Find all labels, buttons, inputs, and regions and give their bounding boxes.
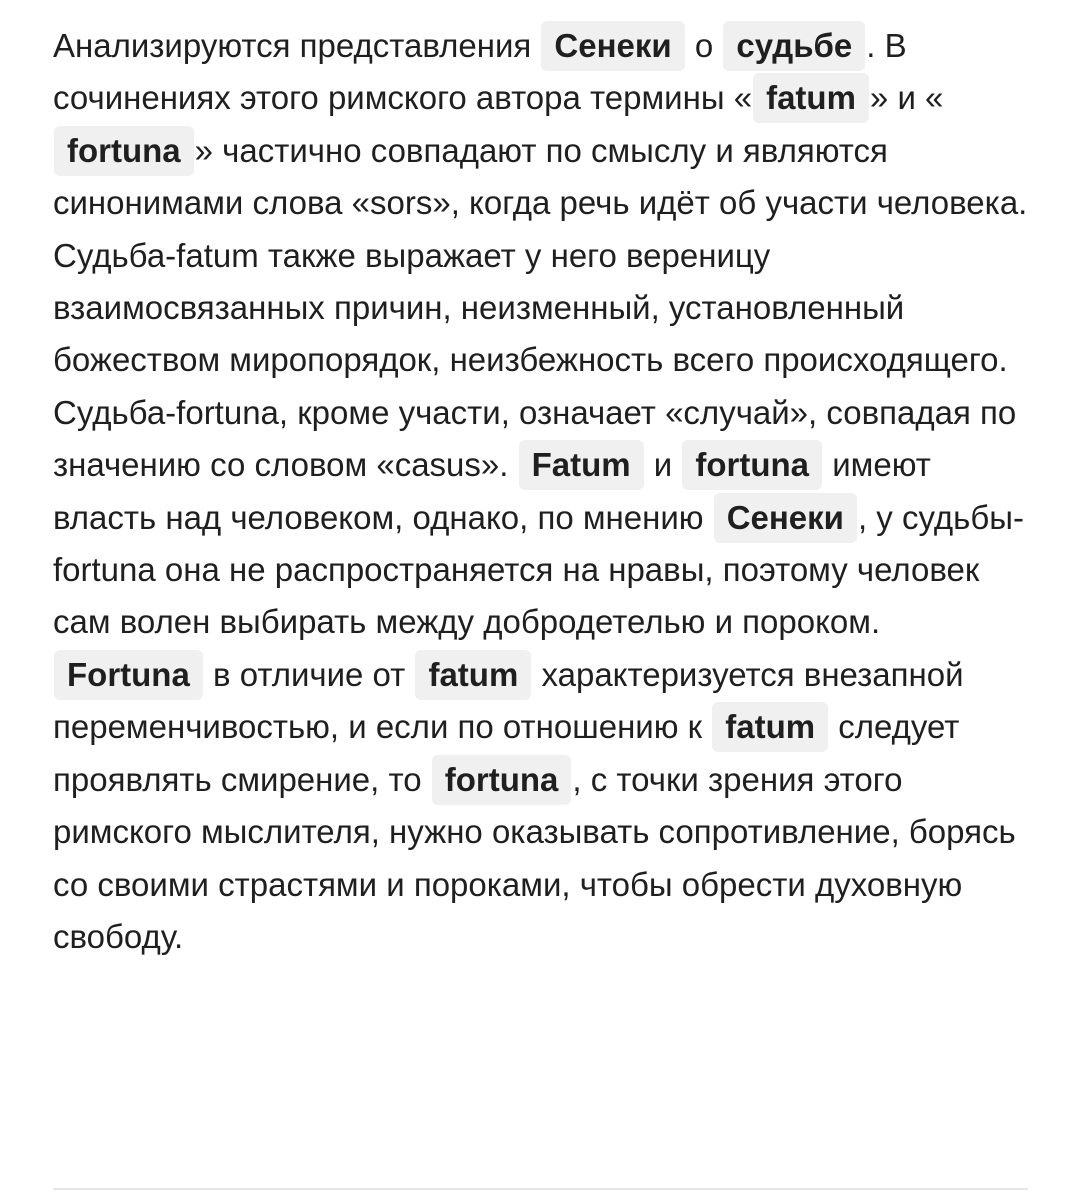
keyword-highlight: Сенеки: [541, 21, 684, 71]
text-segment: . В сочинениях этого римского автора термины «: [53, 27, 907, 117]
article-body: [53, 20, 1038, 963]
keyword-highlight: Сенеки: [714, 493, 857, 543]
text-segment: характеризуется внезапной переменчивостью, и если по отношению к: [53, 655, 964, 746]
keyword-highlight: fortuna: [682, 440, 822, 490]
keyword-highlight: fatum: [712, 702, 828, 752]
text-segment: , у судьбы-fortuna она не распространяется на нравы, поэтому человек сам волен выбирать между добродетелью и пороком.: [53, 498, 1024, 641]
divider: [53, 1188, 1028, 1190]
text-segment: и: [653, 446, 673, 484]
text-segment: » частично совпадают по смыслу и являются синонимами слова «sors», когда речь идёт об участи человека. Судьба-fatum также выражает у него вереницу взаимосвязанных причин, неизменный, установленный божеством миропорядок, неизбежность всего происходящего. Судьба-fortuna, кроме участи, означает «случай», совпадая по значению со словом «casus».: [53, 131, 1028, 484]
keyword-highlight: fortuna: [432, 755, 572, 805]
text-segment: в отличие от: [213, 655, 406, 693]
keyword-highlight: fatum: [753, 73, 869, 123]
text-segment: следует проявлять смирение, то: [53, 708, 960, 798]
article-paragraph: [53, 20, 1038, 963]
text-segment: о: [694, 27, 714, 64]
keyword-highlight: fatum: [415, 650, 531, 700]
keyword-highlight: Fatum: [519, 440, 644, 490]
text-segment: » и «: [869, 79, 944, 117]
keyword-highlight: судьбе: [723, 21, 865, 71]
keyword-highlight: Fortuna: [54, 650, 203, 700]
keyword-highlight: fortuna: [54, 126, 194, 176]
text-segment: имеют власть над человеком, однако, по мнению: [53, 446, 931, 536]
text-segment: , с точки зрения этого римского мыслителя, нужно оказывать сопротивление, борясь со своими страстями и пороками, чтобы обрести духовную свободу.: [53, 760, 1016, 955]
text-segment: Анализируются представления: [53, 27, 532, 64]
